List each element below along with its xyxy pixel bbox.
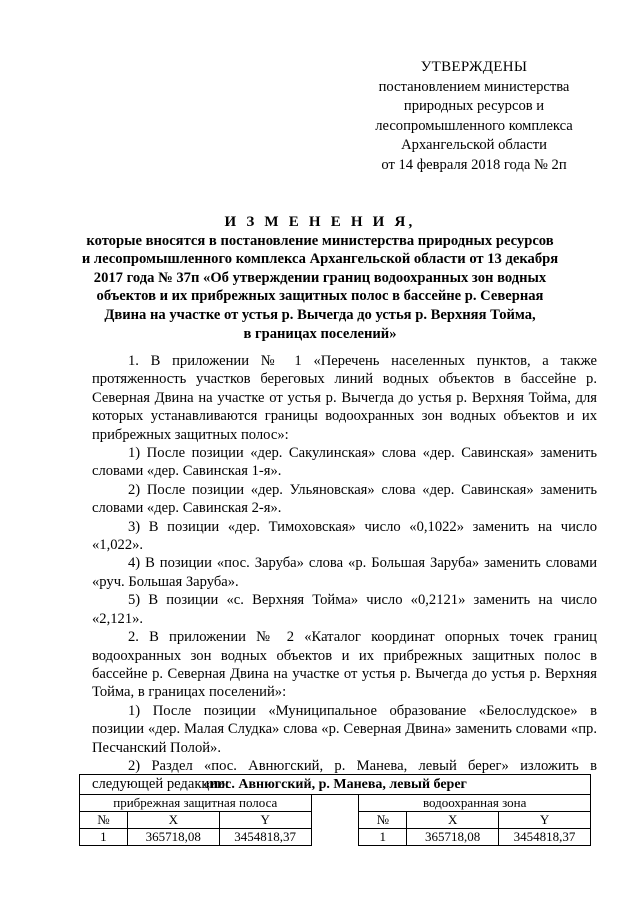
cell-y: 3454818,37	[499, 829, 591, 846]
col-header-no: №	[359, 812, 407, 829]
title-line: Двина на участке от устья р. Вычегда до устья р. Верхняя Тойма,	[104, 306, 536, 323]
approval-line: природных ресурсов и	[403, 98, 545, 115]
col-header-y: Y	[499, 812, 591, 829]
paragraph: 1. В приложении № 1 «Перечень населенных пунктов, а также протяженность участков береговых линий водных объектов в бассейне р. Северная Двина на участке от устья р. Вычегда до устья р. Верхняя Тойма, для которых устанавливаются границы водоохранных зон водных объектов и их прибрежных защитных полос»:	[92, 353, 597, 443]
approval-heading: УТВЕРЖДЕНЫ	[420, 59, 528, 75]
table-gap	[311, 795, 359, 846]
group-header-water-protection-zone: водоохранная зона	[359, 795, 591, 812]
col-header-y: Y	[219, 812, 311, 829]
document-body	[92, 352, 597, 794]
title-heading: И З М Е Н Е Н И Я,	[224, 214, 416, 230]
coordinates-table	[79, 774, 591, 846]
paragraph: 1) После позиции «дер. Сакулинская» слова «дер. Савинская» заменить словами «дер. Савинская 1-я».	[92, 445, 597, 480]
paragraph: 2) Раздел «пос. Авнюгский, р. Манева, левый берег» изложить в следующей редакции:	[92, 757, 597, 793]
paragraph: 3) В позиции «дер. Тимоховская» число «0,1022» заменить на число «1,022».	[92, 518, 597, 554]
title-line: которые вносятся в постановление министерства природных ресурсов	[86, 232, 554, 249]
paragraph: 4) В позиции «пос. Заруба» слова «р. Большая Заруба» заменить словами «руч. Большая Заруба».	[92, 555, 597, 590]
title-line: и лесопромышленного комплекса Архангельской области от 13 декабря	[81, 251, 559, 268]
col-header-x: X	[407, 812, 499, 829]
paragraph: 2. В приложении № 2 «Каталог координат опорных точек границ водоохранных зон водных объектов и их прибрежных защитных полос в бассейне р. Северная Двина на участке от устья р. Вычегда до устья р. Верхняя Тойма, в границах поселений»:	[92, 629, 597, 701]
cell-x: 365718,08	[407, 829, 499, 846]
title-line: объектов и их прибрежных защитных полос в бассейне р. Северная	[96, 288, 544, 305]
cell-y: 3454818,37	[219, 829, 311, 846]
cell-x: 365718,08	[127, 829, 219, 846]
approval-line: Архангельской области	[401, 137, 547, 154]
group-header-protective-strip: прибрежная защитная полоса	[80, 795, 312, 812]
title-line: 2017 года № 37п «Об утверждении границ водоохранных зон водных	[93, 269, 547, 286]
paragraph: 5) В позиции «с. Верхняя Тойма» число «0,2121» заменить на число «2,121».	[92, 592, 597, 627]
approval-line: от 14 февраля 2018 года № 2п	[381, 156, 567, 173]
paragraph: 1) После позиции «Муниципальное образование «Белослудское» в позиции «дер. Малая Слудка» слова «р. Северная Двина» заменить словами «пр. Песчанский Полой».	[92, 702, 597, 756]
cell-no: 1	[359, 829, 407, 846]
cell-no: 1	[80, 829, 128, 846]
document-title	[70, 213, 570, 343]
paragraph: 2) После позиции «дер. Ульяновская» слова «дер. Савинская» заменить словами «дер. Савинская 2-я».	[92, 481, 597, 517]
title-line: в границах поселений»	[243, 325, 397, 342]
col-header-x: X	[127, 812, 219, 829]
approval-stamp	[340, 58, 608, 176]
approval-line: постановлением министерства	[378, 78, 570, 95]
table-caption: «пос. Авнюгский, р. Манева, левый берег	[80, 775, 591, 795]
col-header-no: №	[80, 812, 128, 829]
approval-line: лесопромышленного комплекса	[375, 117, 573, 134]
